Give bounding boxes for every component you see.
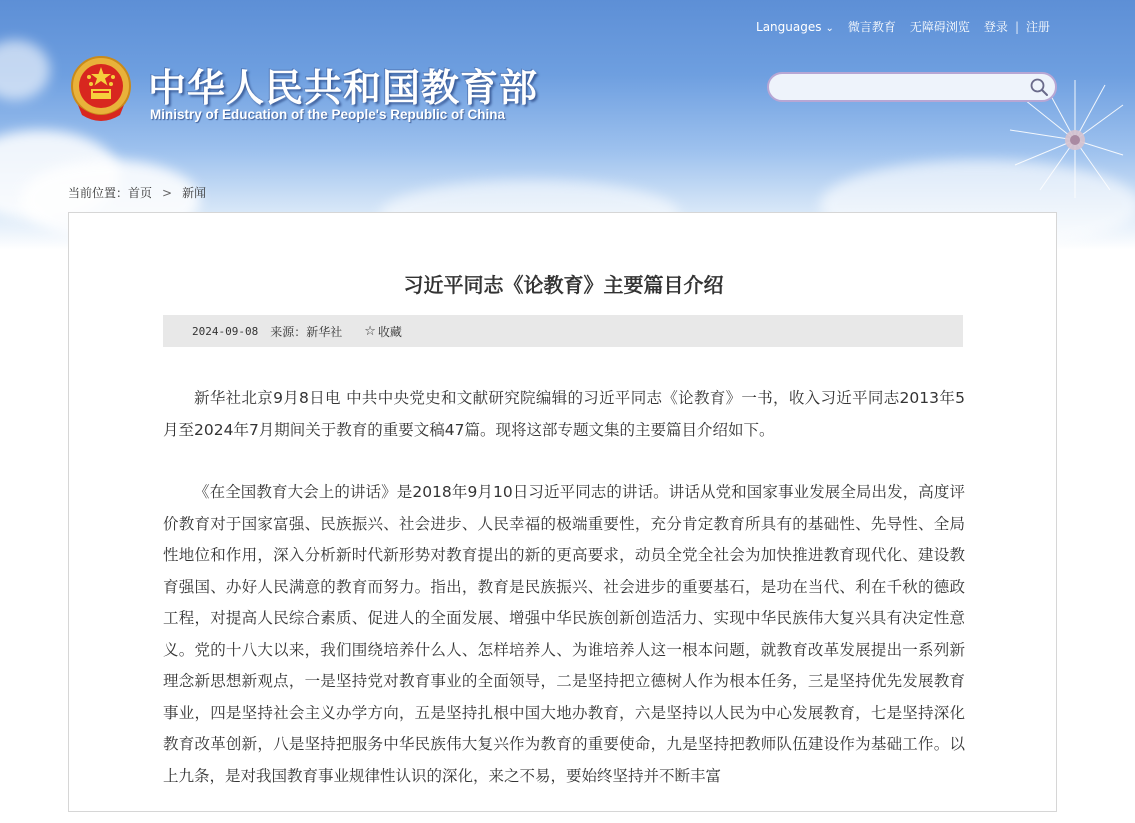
breadcrumb-home-link[interactable]: 首页 [128,186,153,200]
weiyan-link[interactable]: 微言教育 [847,20,896,34]
article-paragraph: 《在全国教育大会上的讲话》是2018年9月10日习近平同志的讲话。讲话从党和国家事业发展全局出发，高度评价教育对于国家富强、民族振兴、社会进步、人民幸福的极端重要性，充分肯定教育所具有的基础性、先导性、全局性地位和作用，深入分析新时代新形势对教育提出的新的更高要求，动员全党全社会为加快推进教育现代化、建设教育强国、办好人民满意的教育而努力。指出，教育是民族振兴、社会进步的重要基石，是功在当代、利在千秋的德政工程，对提高人民综合素质、促进人的全面发展、增强中华民族创新创造活力、实现中华民族伟大复兴具有决定性意义。党的十八大以来，我们围绕培养什么人、怎样培养人、为谁培养人这一根本问题，就教育改革发展提出一系列新理念新思想新观点，一是坚持党对教育事业的全面领导，二是坚持把立德树人作为根本任务，三是坚持优先发展教育事业，四是坚持社会主义办学方向，五是坚持扎根中国大地办教育，六是坚持以人民为中心发展教育，七是坚持深化教育改革创新，八是坚持把服务中华民族伟大复兴作为教育的重要使命，九是坚持把教师队伍建设作为基础工作。以上九条，是对我国教育事业规律性认识的深化，来之不易，要始终坚持并不断丰富 [163,483,965,785]
breadcrumb-prefix: 当前位置： [68,186,129,200]
login-link[interactable]: 登录 [983,20,1008,34]
article-source: 来源：新华社 [270,324,343,339]
article-title: 习近平同志《论教育》主要篇目介绍 [403,273,724,297]
article-paragraph: 新华社北京9月8日电 中共中央党史和文献研究院编辑的习近平同志《论教育》一书，收入习近平同志2013年5月至2024年7月期间关于教育的重要文稿47篇。现将这部专题文集的主要篇目介绍如下。 [163,389,965,439]
languages-menu[interactable] [749,20,841,34]
publish-date: 2024-09-08 [192,324,259,338]
search-icon[interactable] [1029,77,1049,97]
favorite-label: 收藏 [377,324,402,339]
article-meta-bar [163,315,963,347]
article-body [163,383,965,823]
nav-separator: | [1014,19,1019,34]
cloud-decoration [0,40,50,100]
breadcrumb [68,184,206,201]
article-panel [68,212,1057,812]
chevron-down-icon: ⌄ [825,22,834,34]
site-subtitle-english: Ministry of Education of the People's Republic of China [150,107,505,122]
breadcrumb-news-link[interactable]: 新闻 [182,186,207,200]
breadcrumb-separator: > [162,186,173,200]
search-input[interactable] [781,77,1025,99]
favorite-button[interactable] [364,323,402,340]
register-link[interactable]: 注册 [1025,20,1050,34]
star-icon: ☆ [364,323,376,339]
site-title[interactable]: 中华人民共和国教育部 [148,66,539,110]
top-navigation [749,18,1057,35]
search-box [767,72,1057,102]
national-emblem-logo[interactable] [70,55,132,121]
languages-label: Languages [756,19,822,34]
accessibility-link[interactable]: 无障碍浏览 [909,20,970,34]
